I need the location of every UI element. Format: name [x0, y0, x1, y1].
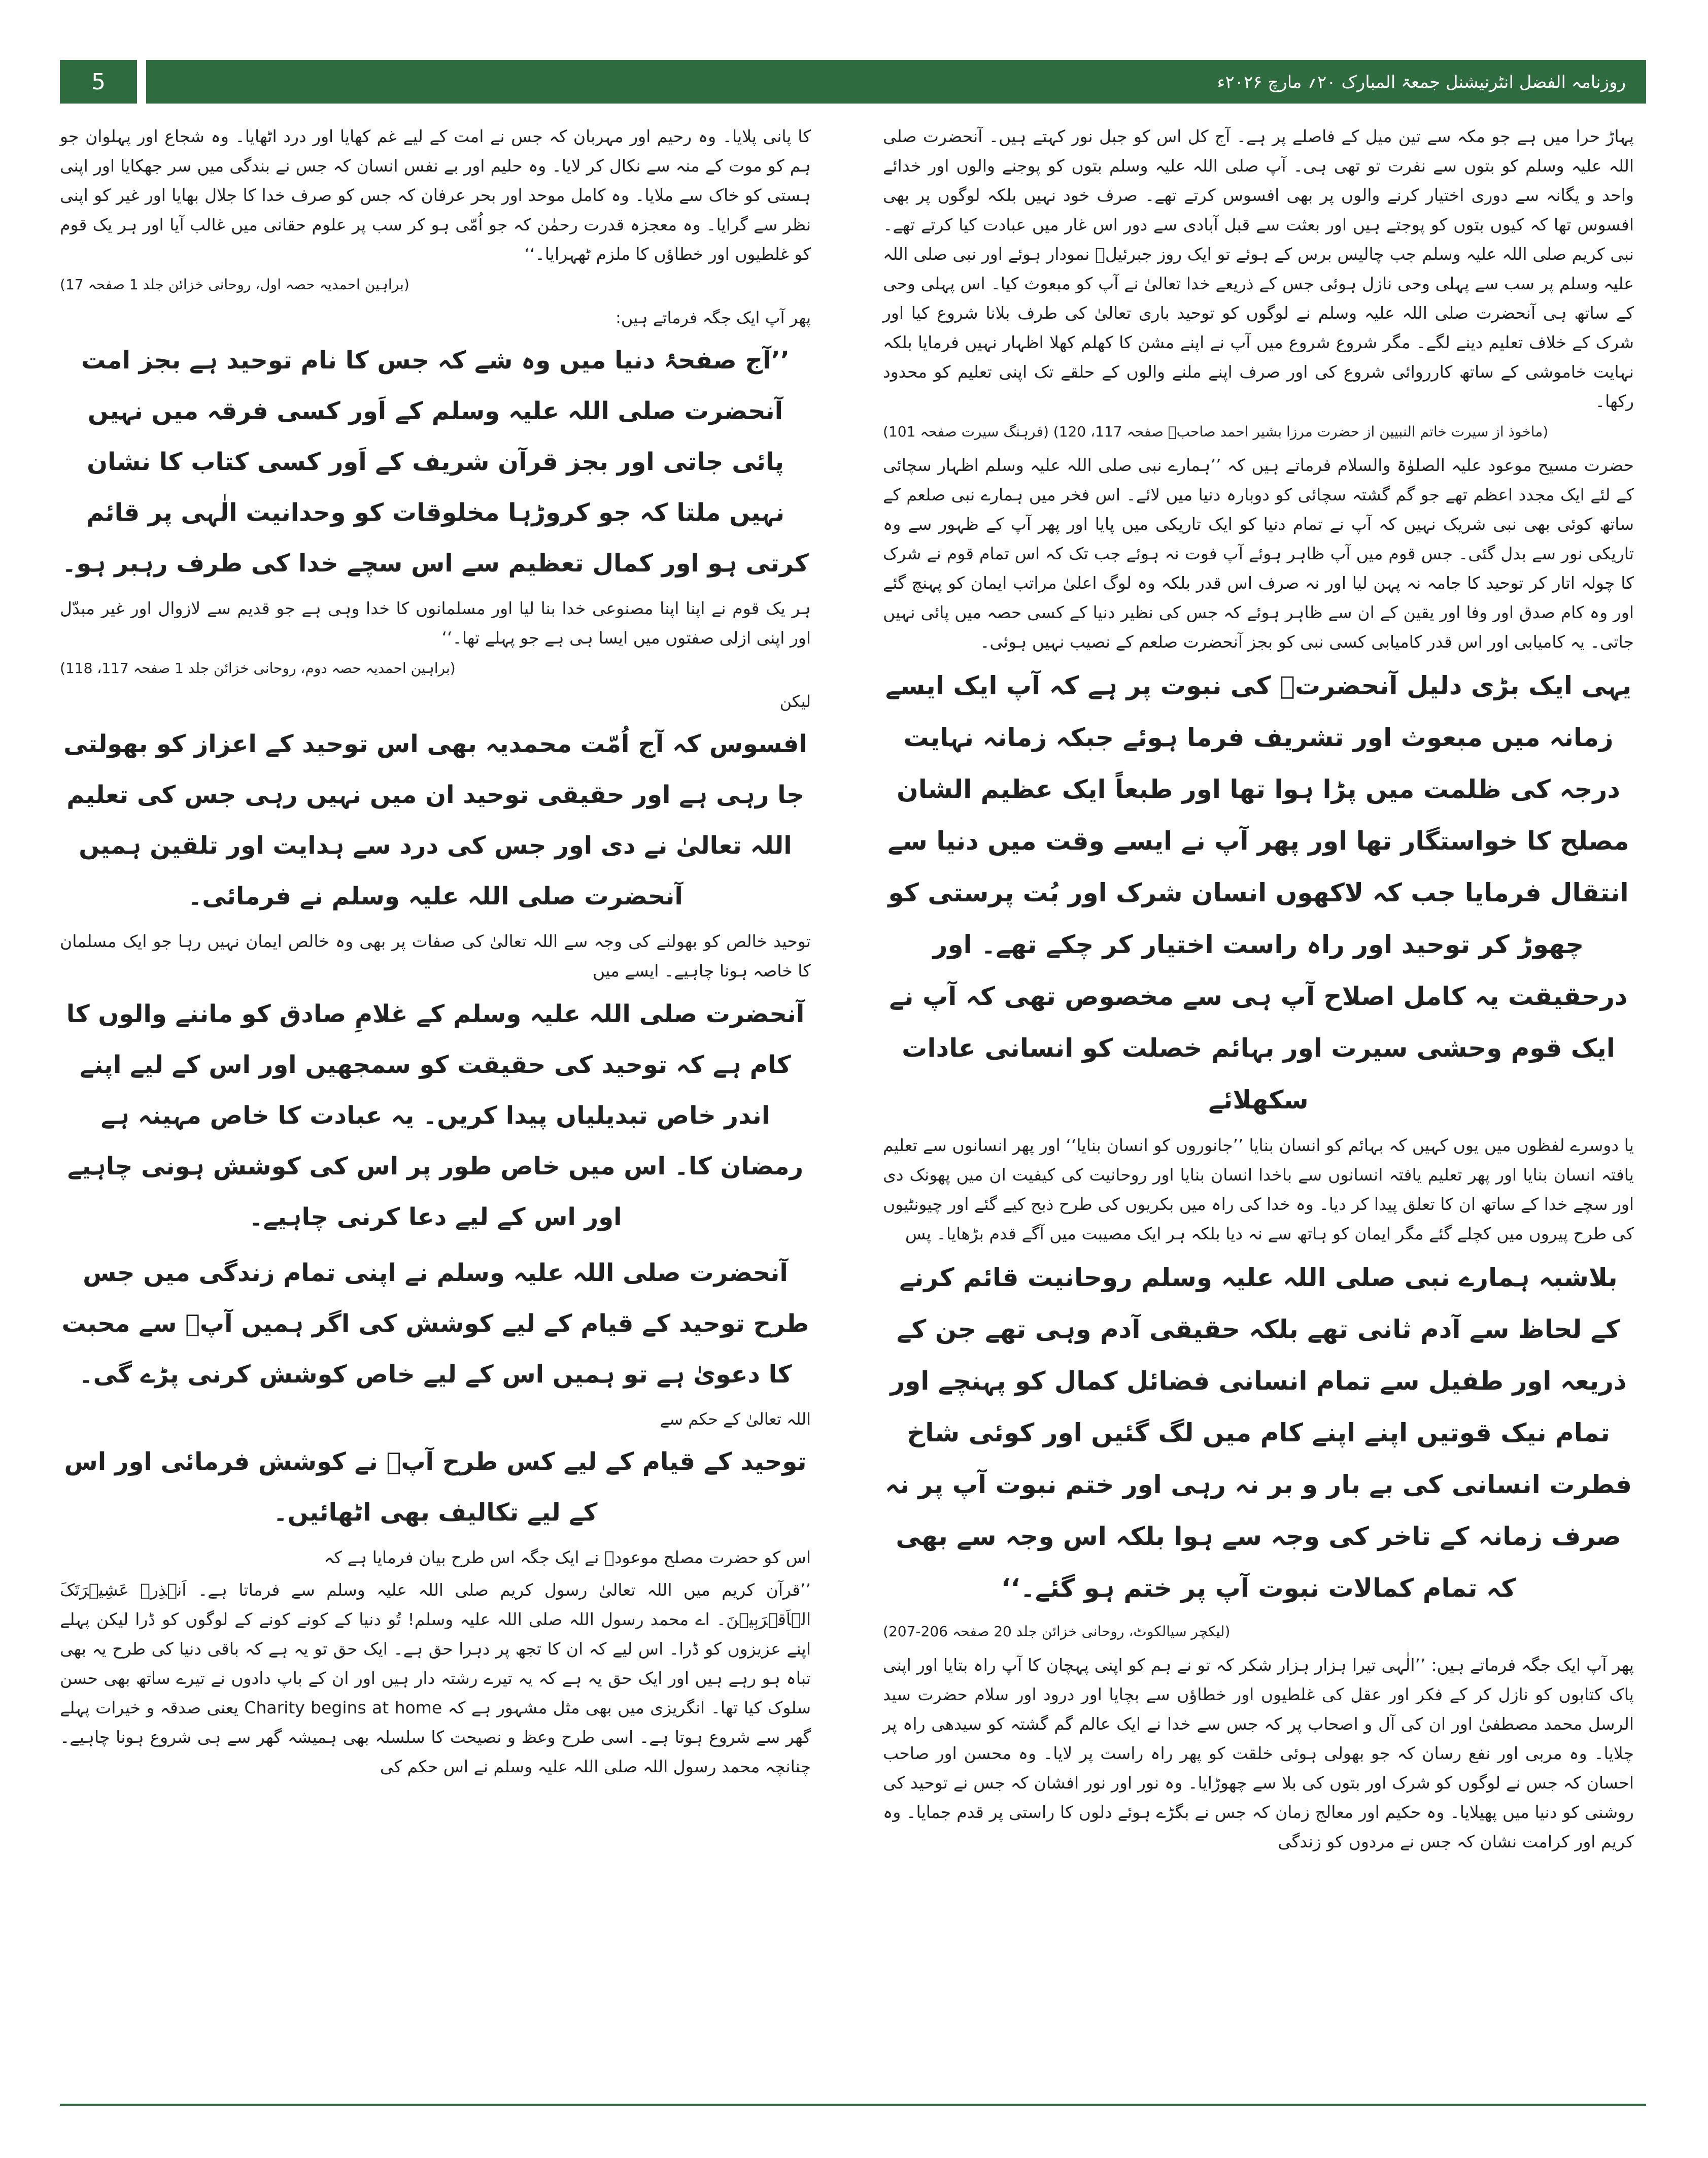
reference: (براہین احمدیہ حصہ دوم، روحانی خزائن جلد 1 صفحہ 117، 118) — [60, 660, 456, 677]
left-column — [60, 122, 811, 1784]
highlighted-quote: یہی ایک بڑی دلیل آنحضرتؐ کی نبوت پر ہے کہ آپ ایک ایسے زمانہ میں مبعوث اور تشریف فرما ہوئے جبکہ زمانہ نہایت درجہ کی ظلمت میں پڑا ہوا تھا اور طبعاً ایک عظیم الشان مصلح کا خواستگار تھا اور پھر آپ نے ایسے وقت میں دنیا سے انتقال فرمایا جب کہ لاکھوں انسان شرک اور بُت پرستی کو چھوڑ کر توحید اور راہ راست اختیار کر چکے تھے۔ اور درحقیقت یہ کامل اصلاح آپ ہی سے مخصوص تھی کہ آپ نے ایک قوم وحشی سیرت اور بہائم خصلت کو انسانی عادات سکھلائے — [885, 671, 1632, 1115]
paragraph: توحید خالص کو بھولنے کی وجہ سے اللہ تعالیٰ کی صفات پر بھی وہ خالص ایمان نہیں رہا جو ایک مسلمان کا خاصہ ہونا چاہیے۔ ایسے میں — [60, 931, 811, 981]
page-header — [60, 60, 1646, 104]
masthead-title: روزنامہ الفضل انٹرنیشنل جمعۃ المبارک ۲۰؍ مارچ ۲۰۲۶ء — [1217, 72, 1626, 92]
highlighted-quote: توحید کے قیام کے لیے کس طرح آپؐ نے کوشش فرمائی اور اس کے لیے تکالیف بھی اٹھائیں۔ — [64, 1447, 807, 1527]
paragraph: اس کو حضرت مصلح موعودؓ نے ایک جگہ اس طرح بیان فرمایا ہے کہ — [324, 1547, 811, 1567]
reference: (ماخوذ از سیرت خاتم النبیین از حضرت مرزا بشیر احمد صاحبؓ صفحہ 117، 120) (فرہنگ سیرت صفحہ 101) — [883, 423, 1549, 440]
paragraph: یا دوسرے لفظوں میں یوں کہیں کہ بہائم کو انسان بنایا ’’جانوروں کو انسان بنایا‘‘ اور پھر انسانوں سے تعلیم یافتہ انسان بنایا اور پھر تعلیم یافتہ انسانوں سے باخدا انسان بنایا اور روحانیت کی کیفیت ان میں پھونک دی اور سچے خدا کے ساتھ ان کا تعلق پیدا کر دیا۔ وہ خدا کی راہ میں بکریوں کی طرح ذبح کیے گئے اور چیونٹیوں کی طرح پیروں میں کچلے گئے مگر ایمان کو ہاتھ سے نہ دیا بلکہ ہر ایک مصیبت میں آگے قدم بڑھایا۔ پس — [883, 1135, 1634, 1243]
right-column — [883, 122, 1634, 1860]
header-bar — [146, 60, 1646, 104]
highlighted-quote: ’’آج صفحۂ دنیا میں وہ شے کہ جس کا نام توحید ہے بجز امت آنحضرت صلی اللہ علیہ وسلم کے اَور کسی فرقہ میں نہیں پائی جاتی اور بجز قرآن شریف کے اَور کسی کتاب کا نشان نہیں ملتا کہ جو کروڑہا مخلوقات کو وحدانیت الٰہی پر قائم کرتی ہو اور کمال تعظیم سے اس سچے خدا کی طرف رہبر ہو۔ — [62, 346, 809, 578]
paragraph: پہاڑ حرا میں ہے جو مکہ سے تین میل کے فاصلے پر ہے۔ آج کل اس کو جبل نور کہتے ہیں۔ آنحضرت صلی اللہ علیہ وسلم کو بتوں سے نفرت تو تھی ہی۔ آپ صلی اللہ علیہ وسلم بتوں کو پوجنے والوں اور خدائے واحد و یگانہ سے دوری اختیار کرنے والوں پر بھی افسوس کرتے تھے۔ صرف خود نہیں بلکہ لوگوں پر بھی افسوس تھا کہ کیوں بتوں کو پوجتے ہیں اور بعثت سے قبل آبادی سے دور اس غار میں عبادت کیا کرتے تھے۔ نبی کریم صلی اللہ علیہ وسلم جب چالیس برس کے ہوئے تو ایک روز جبرئیلؑ نمودار ہوئے اور نبی صلی اللہ علیہ وسلم پر سب سے پہلی وحی نازل ہوئی جس کے ذریعے خدا تعالیٰ نے آپ کو مبعوث کیا۔ اس پہلی وحی کے ساتھ ہی آنحضرت صلی اللہ علیہ وسلم نے لوگوں کو توحید باری تعالیٰ کی طرف بلانا شروع کیا اور شرک کے خلاف تعلیم دینے لگے۔ مگر شروع شروع میں آپ نے اپنے مشن کا کھلم کھلا اظہار نہیں فرمایا بلکہ نہایت خاموشی کے ساتھ کارروائی شروع کی اور صرف اپنے ملنے والوں کے حلقے تک اپنی تعلیم کو محدود رکھا۔ — [883, 126, 1634, 411]
highlighted-quote: آنحضرت صلی اللہ علیہ وسلم نے اپنی تمام زندگی میں جس طرح توحید کے قیام کے لیے کوشش کی اگر ہمیں آپؐ سے محبت کا دعویٰ ہے تو ہمیں اس کے لیے خاص کوشش کرنی پڑے گی۔ — [61, 1259, 809, 1389]
highlighted-quote: افسوس کہ آج اُمّت محمدیہ بھی اس توحید کے اعزاز کو بھولتی جا رہی ہے اور حقیقی توحید ان میں نہیں رہی جس کی تعلیم اللہ تعالیٰ نے دی اور جس کی درد سے ہدایت اور تلقین ہمیں آنحضرت صلی اللہ علیہ وسلم نے فرمائی۔ — [63, 730, 807, 911]
reference: (براہین احمدیہ حصہ اول، روحانی خزائن جلد 1 صفحہ 17) — [60, 276, 409, 293]
intro-line: پھر آپ ایک جگہ فرماتے ہیں: — [616, 308, 811, 327]
bottom-rule — [60, 2104, 1646, 2106]
page-number: 5 — [60, 60, 137, 104]
paragraph: ’’قرآن کریم میں اللہ تعالیٰ رسول کریم صلی اللہ علیہ وسلم سے فرماتا ہے۔ اَنۡذِرۡ عَشِیۡرَتَکَ الۡاَقۡرَبِیۡنَ۔ اے محمد رسول اللہ صلی اللہ علیہ وسلم! تُو دنیا کے کونے کونے کے لوگوں کو ڈرا لیکن پہلے اپنے عزیزوں کو ڈرا۔ اس لیے کہ ان کا تجھ پر دہرا حق ہے۔ ایک حق تو یہ ہے کہ باقی دنیا کی طرح یہ بھی تباہ ہو رہے ہیں اور ایک حق یہ ہے کہ یہ تیرے رشتہ دار ہیں اور ان کے باپ دادوں نے تیرے ساتھ بھی حسن سلوک کیا تھا۔ انگریزی میں بھی مثل مشہور ہے کہ Charity begins at home یعنی صدقہ و خیرات پہلے گھر سے شروع ہوتا ہے۔ اسی طرح وعظ و نصیحت کا سلسلہ بھی ہمیشہ گھر سے ہی شروع ہونا چاہیے۔ چنانچہ محمد رسول اللہ صلی اللہ علیہ وسلم نے اس حکم کی — [60, 1580, 811, 1776]
intro-line: لیکن — [779, 692, 811, 711]
highlighted-quote: بلاشبہ ہمارے نبی صلی اللہ علیہ وسلم روحانیت قائم کرنے کے لحاظ سے آدم ثانی تھے بلکہ حقیقی آدم وہی تھے جن کے ذریعہ اور طفیل سے تمام انسانی فضائل کمال کو پہنچے اور تمام نیک قوتیں اپنے اپنے کام میں لگ گئیں اور کوئی شاخ فطرت انسانی کی بے بار و بر نہ رہی اور ختم نبوت آپ پر نہ صرف زمانہ کے تاخر کی وجہ سے ہوا بلکہ اس وجہ سے بھی کہ تمام کمالات نبوت آپ پر ختم ہو گئے۔‘‘ — [885, 1263, 1632, 1603]
paragraph: ہر یک قوم نے اپنا اپنا مصنوعی خدا بنا لیا اور مسلمانوں کا خدا وہی ہے جو قدیم سے لازوال اور غیر مبدّل اور اپنی ازلی صفتوں میں ایسا ہی ہے جو پہلے تھا۔‘‘ — [60, 598, 811, 648]
paragraph: کا پانی پلایا۔ وہ رحیم اور مہربان کہ جس نے امت کے لیے غم کھایا اور درد اٹھایا۔ وہ شجاع اور پہلوان جو ہم کو موت کے منہ سے نکال کر لایا۔ وہ حلیم اور بے نفس انسان کہ جس نے بندگی میں سر جھکایا اور اپنی ہستی کو خاک سے ملایا۔ وہ کامل موحد اور بحر عرفان کہ جس کو صرف خدا کا جلال بھایا اور غیر کو اپنی نظر سے گرایا۔ وہ معجزہ قدرت رحمٰن کہ جو اُمّی ہو کر سب پر علوم حقانی میں غالب آیا اور ہر یک قوم کو غلطیوں اور خطاؤں کا ملزم ٹھہرایا۔‘‘ — [60, 126, 811, 264]
intro-line: اللہ تعالیٰ کے حکم سے — [660, 1409, 811, 1429]
paragraph: حضرت مسیح موعود علیہ الصلوٰۃ والسلام فرماتے ہیں کہ ’’ہمارے نبی صلی اللہ علیہ وسلم اظہار سچائی کے لئے ایک مجدد اعظم تھے جو گم گشتہ سچائی کو دوبارہ دنیا میں لائے۔ اس فخر میں ہمارے نبی صلعم کے ساتھ کوئی بھی نبی شریک نہیں کہ آپ نے تمام دنیا کو ایک تاریکی میں پایا اور پھر آپ کے ظہور سے وہ تاریکی نور سے بدل گئی۔ جس قوم میں آپ ظاہر ہوئے آپ فوت نہ ہوئے جب تک کہ اس تمام قوم نے شرک کا چولہ اتار کر توحید کا جامہ نہ پہن لیا اور نہ صرف اس قدر بلکہ وہ لوگ اعلیٰ مراتب ایمان کو پہنچ گئے اور وہ کام صدق اور وفا اور یقین کے ان سے ظاہر ہوئے کہ جس کی نظیر دنیا کے کسی حصہ میں پائی نہیں جاتی۔ یہ کامیابی اور اس قدر کامیابی کسی نبی کو بجز آنحضرت صلعم کے نصیب نہیں ہوئی۔ — [883, 455, 1634, 652]
highlighted-quote: آنحضرت صلی اللہ علیہ وسلم کے غلامِ صادق کو ماننے والوں کا کام ہے کہ توحید کی حقیقت کو سمجھیں اور اس کے لیے اپنے اندر خاص تبدیلیاں پیدا کریں۔ یہ عبادت کا خاص مہینہ ہے رمضان کا۔ اس میں خاص طور پر اس کی کوشش ہونی چاہیے اور اس کے لیے دعا کرنی چاہیے۔ — [66, 1000, 805, 1231]
paragraph: پھر آپ ایک جگہ فرماتے ہیں: ’’الٰہی تیرا ہزار ہزار شکر کہ تو نے ہم کو اپنی پہچان کا آپ راہ بتایا اور اپنی پاک کتابوں کو نازل کر کے فکر اور عقل کی غلطیوں اور خطاؤں سے بچایا اور درود اور سلام حضرت سید الرسل محمد مصطفیٰ اور ان کی آل و اصحاب پر کہ جس سے خدا نے ایک عالم گم گشتہ کو سیدھی راہ پر چلایا۔ وہ مربی اور نفع رسان کہ جو بھولی ہوئی خلقت کو پھر راہ راست پر لایا۔ وہ محسن اور صاحب احسان کہ جس نے لوگوں کو شرک اور بتوں کی بلا سے چھوڑایا۔ وہ نور اور نور افشان کہ جس نے توحید کی روشنی کو دنیا میں پھیلایا۔ وہ حکیم اور معالج زمان کہ جس نے بگڑے ہوئے دلوں کا راستی پر قدم جمایا۔ وہ کریم اور کرامت نشان کہ جس نے مردوں کو زندگی — [883, 1655, 1634, 1851]
reference: (لیکچر سیالکوٹ، روحانی خزائن جلد 20 صفحہ 206-207) — [883, 1623, 1231, 1640]
